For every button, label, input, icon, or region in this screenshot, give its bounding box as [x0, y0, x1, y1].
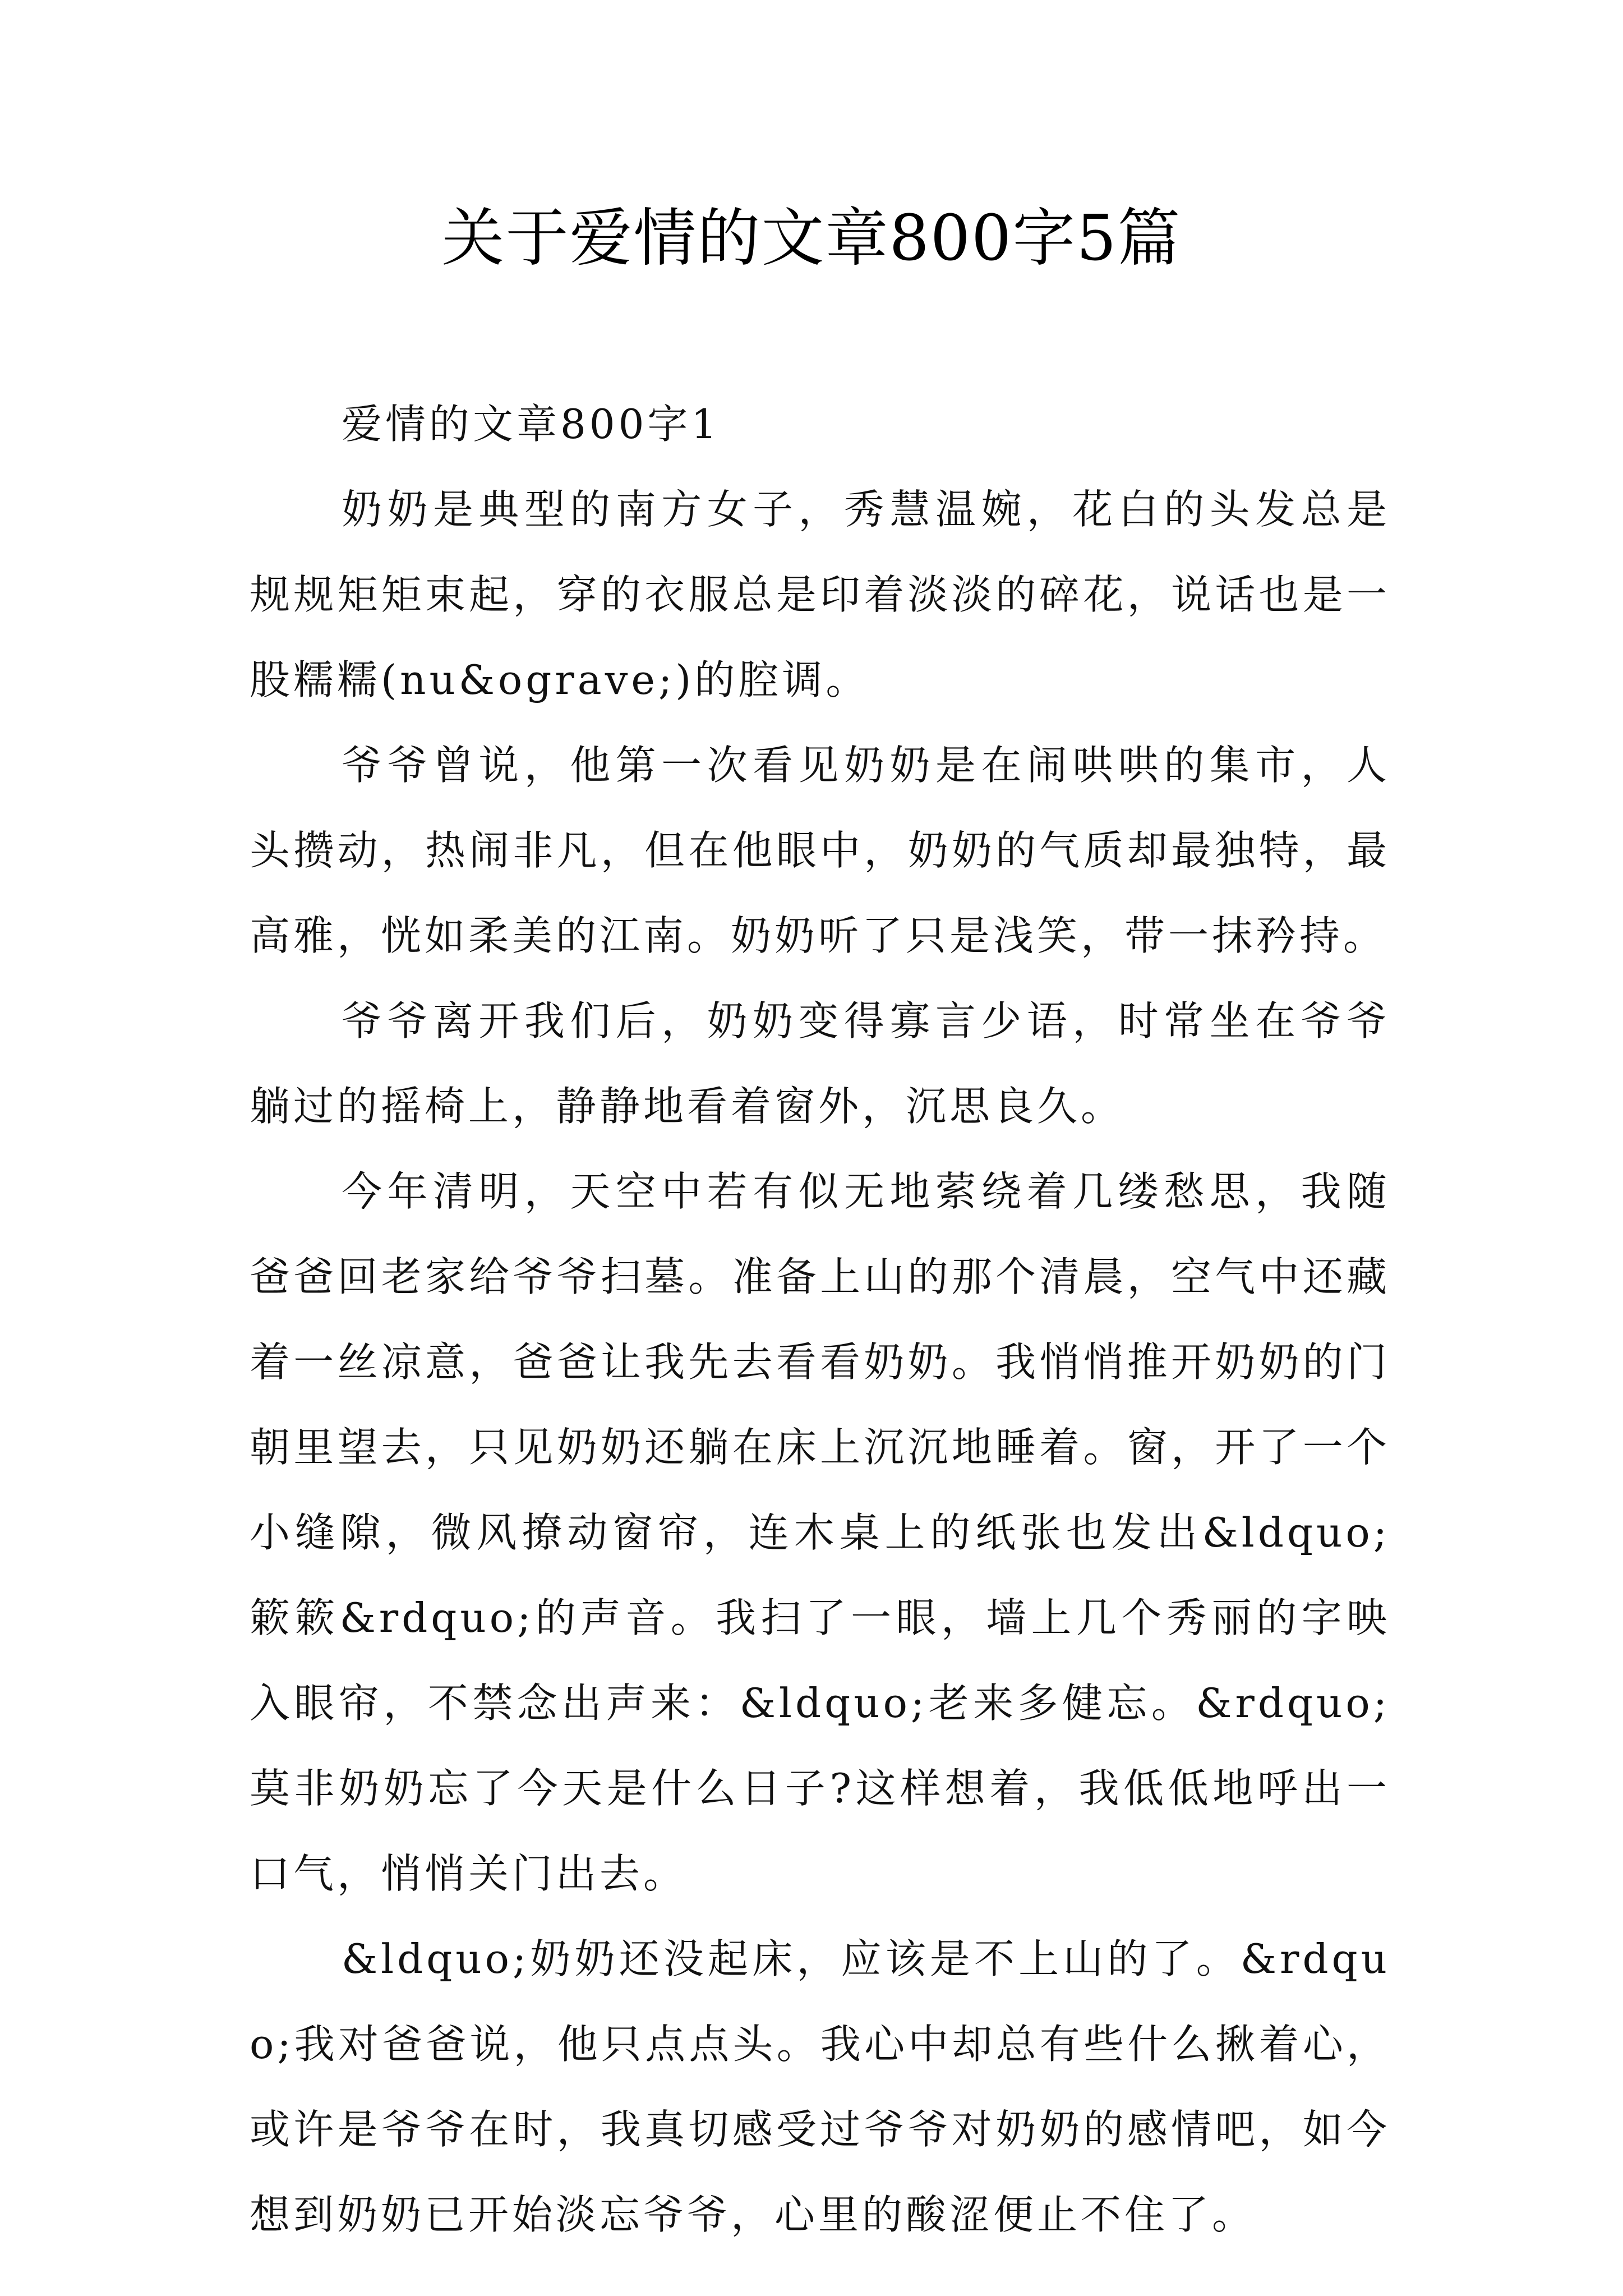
paragraph: &ldquo;奶奶还没起床，应该是不上山的了。&rdquo;我对爸爸说，他只点点头。我心中却总有些什么揪着心，或许是爷爷在时，我真切感受过爷爷对奶奶的感情吧，如今想到奶奶已开始淡忘爷爷，心里的酸涩便止不住了。: [250, 1935, 1390, 2238]
paragraph: 奶奶是典型的南方女子，秀慧温婉，花白的头发总是规规矩矩束起，穿的衣服总是印着淡淡的碎花，说话也是一股糯糯(nu&ograve;)的腔调。: [250, 486, 1390, 703]
document-body: [250, 381, 1390, 2257]
paragraph: 爷爷曾说，他第一次看见奶奶是在闹哄哄的集市，人头攒动，热闹非凡，但在他眼中，奶奶的气质却最独特，最高雅，恍如柔美的江南。奶奶听了只是浅笑，带一抹矜持。: [250, 742, 1390, 959]
document-title: 关于爱情的文章800字5篇: [441, 202, 1182, 275]
section-heading: 爱情的文章800字1: [342, 401, 721, 448]
paragraph: 爷爷离开我们后，奶奶变得寡言少语，时常坐在爷爷躺过的摇椅上，静静地看着窗外，沉思良久。: [250, 997, 1390, 1130]
paragraph: 今年清明，天空中若有似无地萦绕着几缕愁思，我随爸爸回老家给爷爷扫墓。准备上山的那个清晨，空气中还藏着一丝凉意，爸爸让我先去看看奶奶。我悄悄推开奶奶的门朝里望去，只见奶奶还躺在床上沉沉地睡着。窗，开了一个小缝隙，微风撩动窗帘，连木桌上的纸张也发出&ldquo;簌簌&rdquo;的声音。我扫了一眼，墙上几个秀丽的字映入眼帘，不禁念出声来：&ldquo;老来多健忘。&rdquo;莫非奶奶忘了今天是什么日子?这样想着，我低低地呼出一口气，悄悄关门出去。: [250, 1168, 1390, 1897]
